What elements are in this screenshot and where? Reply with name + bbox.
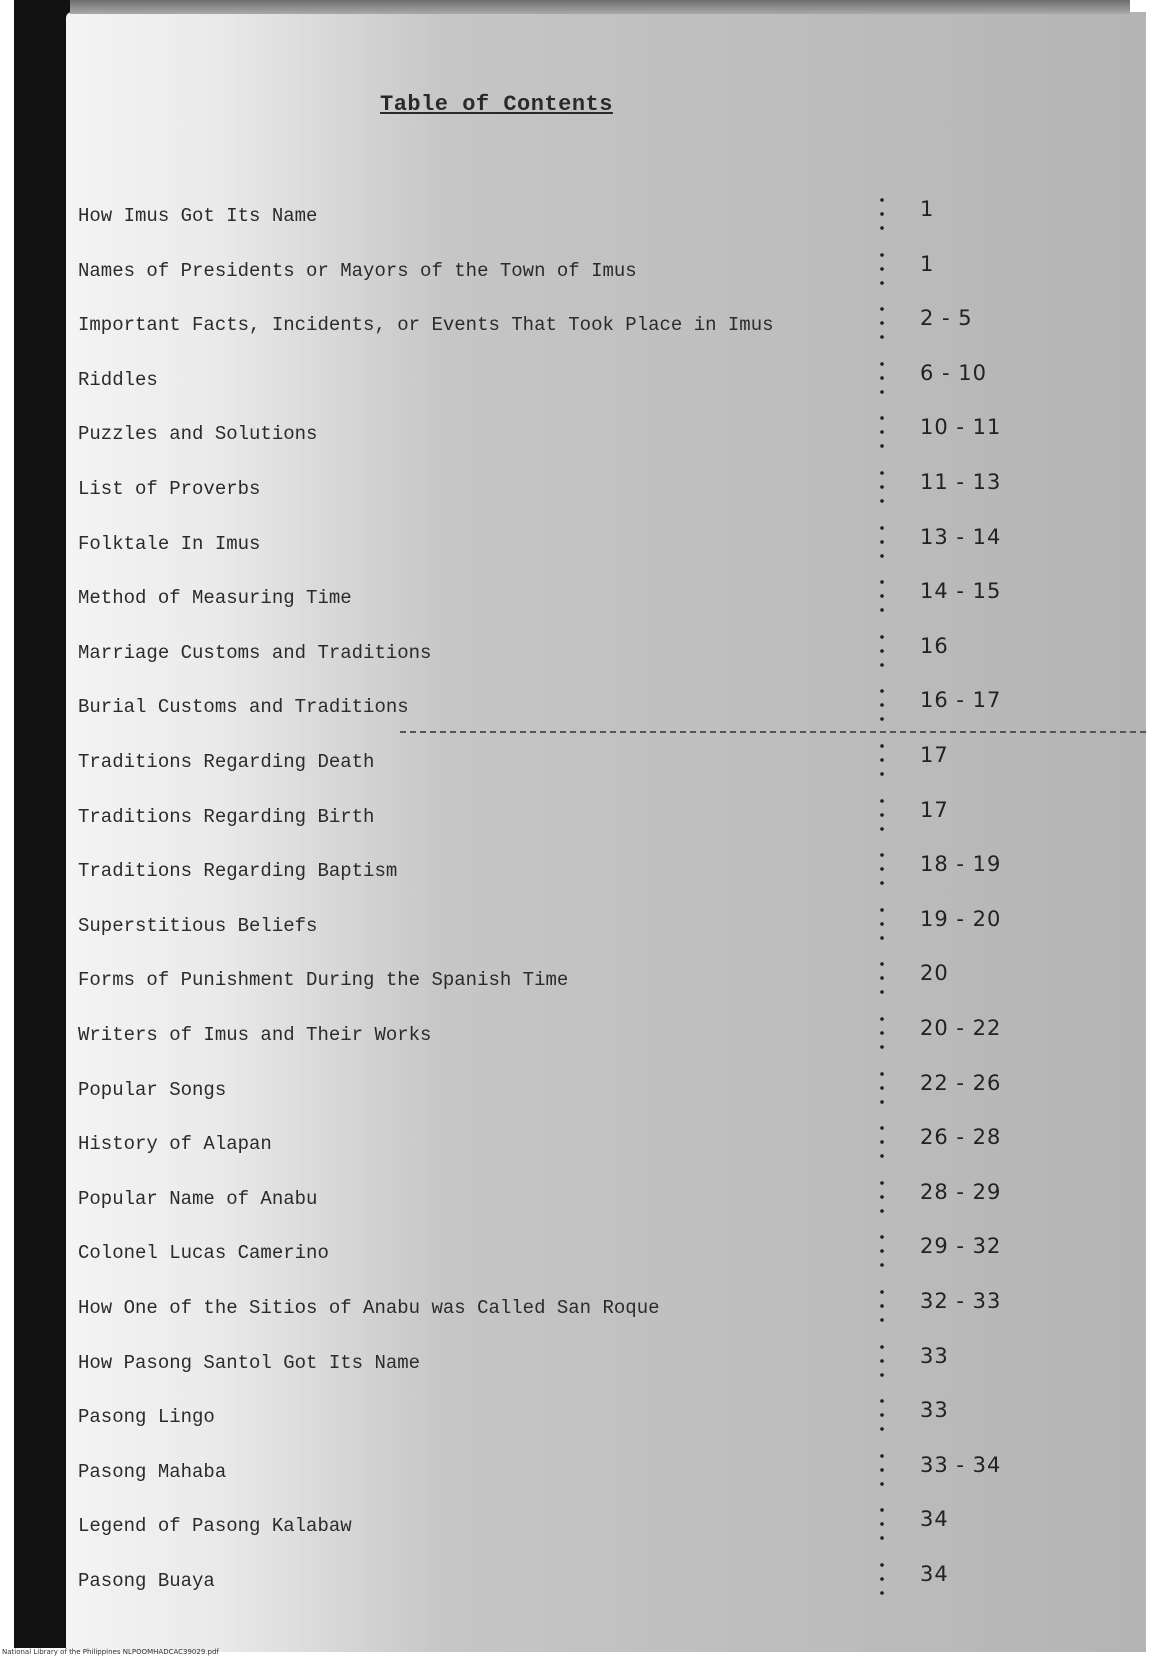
dotted-separator bbox=[880, 903, 884, 947]
dotted-separator bbox=[880, 1394, 884, 1438]
toc-row bbox=[0, 906, 1146, 969]
toc-row bbox=[0, 1289, 1146, 1351]
toc-entry-pages: 1 bbox=[920, 197, 935, 221]
toc-entry-title: Burial Customs and Traditions bbox=[78, 696, 409, 719]
dotted-separator bbox=[880, 1285, 884, 1329]
toc-entry-title: Important Facts, Incidents, or Events That Took Place in Imus bbox=[78, 314, 774, 337]
toc-entry-title: List of Proverbs bbox=[78, 478, 261, 500]
toc-entry-pages: 2 - 5 bbox=[920, 306, 973, 331]
toc-row bbox=[0, 743, 1146, 805]
toc-entry-pages: 28 - 29 bbox=[920, 1179, 1002, 1204]
toc-entry-pages: 33 bbox=[920, 1343, 949, 1368]
toc-row bbox=[0, 688, 1146, 750]
dotted-separator bbox=[880, 521, 884, 565]
toc-entry-pages: 16 - 17 bbox=[920, 688, 1002, 713]
toc-entry-pages: 6 - 10 bbox=[920, 360, 988, 385]
toc-entry-title: Puzzles and Solutions bbox=[78, 423, 318, 446]
toc-entry-pages: 17 bbox=[920, 797, 949, 822]
toc-entry-pages: 17 bbox=[920, 743, 949, 767]
dotted-separator bbox=[880, 794, 884, 838]
toc-entry-title: Writers of Imus and Their Works bbox=[78, 1024, 432, 1046]
toc-entry-title: Traditions Regarding Birth bbox=[78, 805, 375, 828]
dotted-separator bbox=[880, 1230, 884, 1274]
toc-row bbox=[0, 1343, 1146, 1406]
toc-entry-pages: 20 bbox=[920, 961, 949, 986]
toc-entry-title: Riddles bbox=[78, 368, 158, 391]
toc-entry-title: Superstitious Beliefs bbox=[78, 914, 318, 937]
toc-entry-pages: 26 - 28 bbox=[920, 1125, 1002, 1150]
toc-entry-pages: 18 - 19 bbox=[920, 852, 1002, 877]
dotted-separator bbox=[880, 1067, 884, 1111]
dotted-separator bbox=[880, 630, 884, 674]
toc-row bbox=[0, 1452, 1146, 1515]
toc-entry-title: Pasong Lingo bbox=[78, 1406, 215, 1429]
toc-entry-title: Legend of Pasong Kalabaw bbox=[78, 1515, 352, 1538]
toc-entry-title: Traditions Regarding Death bbox=[78, 751, 375, 773]
dotted-separator bbox=[880, 848, 884, 892]
toc-entry-pages: 10 - 11 bbox=[920, 415, 1002, 440]
top-edge-shadow bbox=[70, 0, 1130, 14]
toc-entry-title: Names of Presidents or Mayors of the Town of Imus bbox=[78, 259, 637, 282]
toc-row bbox=[0, 197, 1146, 259]
toc-entry-pages: 34 bbox=[920, 1562, 949, 1586]
page-title: Table of Contents bbox=[380, 92, 613, 117]
toc-entry-pages: 19 - 20 bbox=[920, 906, 1002, 931]
toc-entry-title: Colonel Lucas Camerino bbox=[78, 1242, 329, 1265]
toc-entry-pages: 11 - 13 bbox=[920, 470, 1002, 494]
toc-entry-title: Popular Songs bbox=[78, 1078, 227, 1101]
toc-entry-pages: 33 bbox=[920, 1398, 949, 1423]
toc-row bbox=[0, 579, 1146, 641]
dotted-separator bbox=[880, 1012, 884, 1056]
toc-entry-title: Popular Name of Anabu bbox=[78, 1187, 318, 1210]
toc-entry-pages: 1 bbox=[920, 251, 935, 276]
dotted-separator bbox=[880, 1449, 884, 1493]
toc-entry-title: Method of Measuring Time bbox=[78, 587, 352, 610]
dotted-separator bbox=[880, 248, 884, 292]
dotted-separator bbox=[880, 1121, 884, 1165]
dotted-separator bbox=[880, 1558, 884, 1602]
toc-entry-pages: 32 - 33 bbox=[920, 1289, 1002, 1313]
toc-entry-title: Forms of Punishment During the Spanish Time bbox=[78, 969, 569, 992]
right-margin bbox=[1146, 0, 1165, 1658]
toc-row bbox=[0, 251, 1146, 314]
toc-row bbox=[0, 1507, 1146, 1569]
toc-entry-pages: 34 bbox=[920, 1507, 949, 1532]
toc-entry-title: Folktale In Imus bbox=[78, 532, 261, 555]
toc-entry-title: Pasong Mahaba bbox=[78, 1460, 227, 1483]
toc-entry-pages: 20 - 22 bbox=[920, 1016, 1002, 1040]
toc-entry-title: How Pasong Santol Got Its Name bbox=[78, 1351, 421, 1374]
toc-entry-pages: 22 - 26 bbox=[920, 1070, 1002, 1095]
toc-entry-title: Pasong Buaya bbox=[78, 1570, 215, 1592]
footer-caption: National Library of the Philippines NLPOOMHADCAC39029.pdf bbox=[2, 1648, 219, 1656]
toc-entry-title: Marriage Customs and Traditions bbox=[78, 641, 432, 664]
dotted-separator bbox=[880, 739, 884, 783]
toc-entry-title: How One of the Sitios of Anabu was Called San Roque bbox=[78, 1297, 660, 1319]
dotted-separator bbox=[880, 1503, 884, 1547]
dotted-separator bbox=[880, 1176, 884, 1220]
toc-entry-pages: 29 - 32 bbox=[920, 1234, 1002, 1259]
toc-entry-pages: 13 - 14 bbox=[920, 524, 1002, 549]
dotted-separator bbox=[880, 411, 884, 455]
dotted-separator bbox=[880, 466, 884, 510]
dotted-separator bbox=[880, 957, 884, 1001]
dotted-separator bbox=[880, 357, 884, 401]
dotted-separator bbox=[880, 193, 884, 237]
dotted-separator bbox=[880, 1340, 884, 1384]
toc-entry-title: How Imus Got Its Name bbox=[78, 205, 318, 227]
toc-entry-title: History of Alapan bbox=[78, 1133, 272, 1156]
toc-entry-pages: 33 - 34 bbox=[920, 1452, 1002, 1477]
dotted-separator bbox=[880, 684, 884, 728]
dotted-separator bbox=[880, 302, 884, 346]
toc-entry-pages: 14 - 15 bbox=[920, 579, 1002, 604]
toc-entry-pages: 16 bbox=[920, 633, 949, 658]
toc-entry-title: Traditions Regarding Baptism bbox=[78, 860, 398, 883]
dotted-separator bbox=[880, 575, 884, 619]
toc-row bbox=[0, 1562, 1146, 1624]
